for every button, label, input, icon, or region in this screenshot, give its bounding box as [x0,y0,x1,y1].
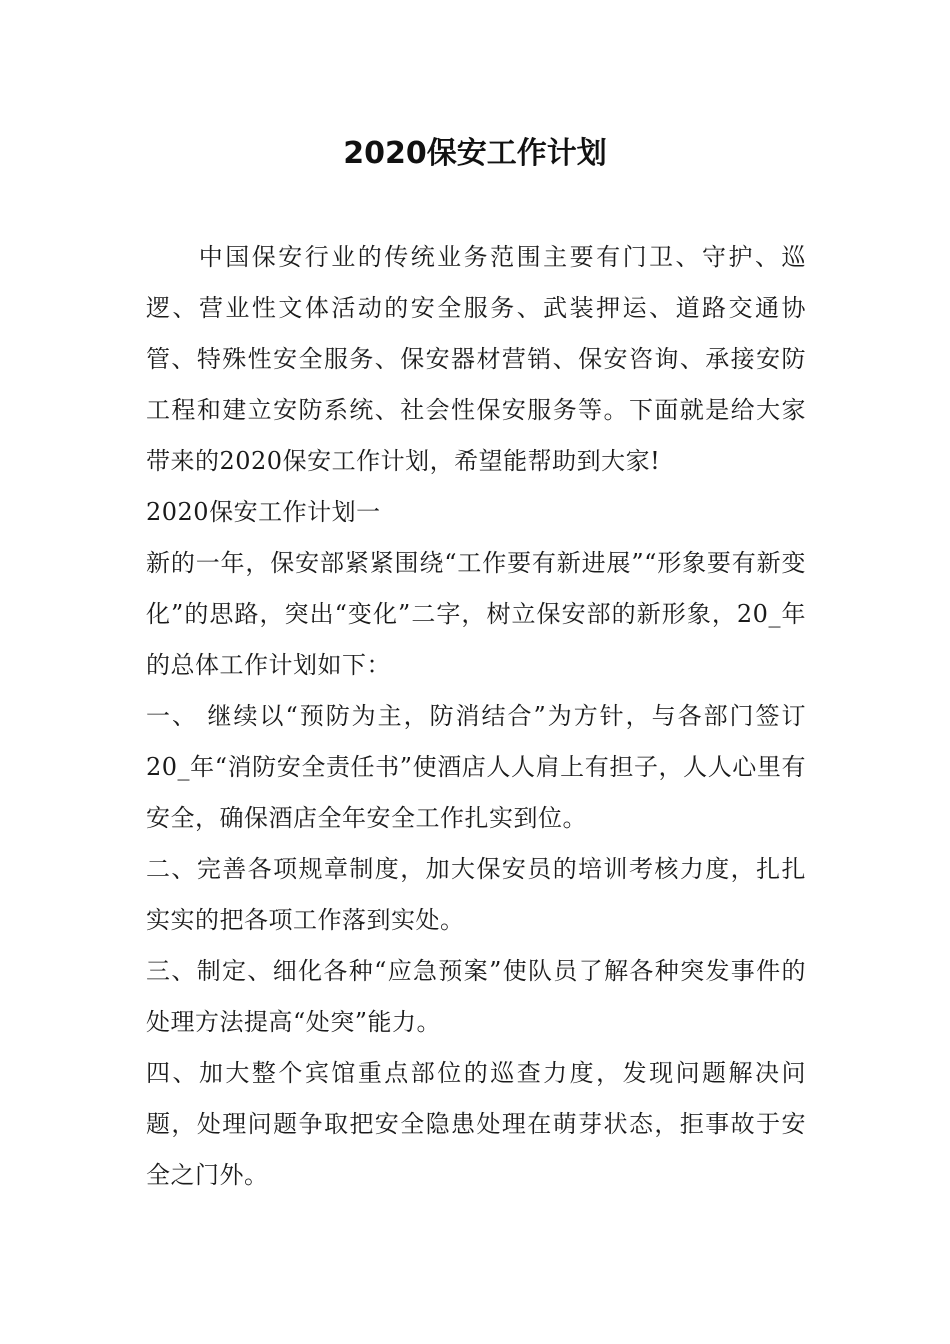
plan-item-3: 三、制定、细化各种“应急预案”使队员了解各种突发事件的处理方法提高“处突”能力。 [146,957,806,1036]
plan-item-4: 四、加大整个宾馆重点部位的巡查力度，发现问题解决问题，处理问题争取把安全隐患处理在萌芽状态，拒事故于安全之门外。 [146,1059,806,1189]
document-title: 2020保安工作计划 [343,136,607,171]
document-body [146,232,806,1201]
plan-item-1: 一、 继续以“预防为主，防消结合”为方针，与各部门签订20_年“消防安全责任书”使酒店人人肩上有担子，人人心里有安全，确保酒店全年安全工作扎实到位。 [146,702,806,832]
plan-item-2: 二、完善各项规章制度，加大保安员的培训考核力度，扎扎实实的把各项工作落到实处。 [146,855,806,934]
plan-overview-paragraph: 新的一年，保安部紧紧围绕“工作要有新进展”“形象要有新变化”的思路，突出“变化”二字，树立保安部的新形象，20_年的总体工作计划如下： [146,549,806,679]
intro-paragraph: 中国保安行业的传统业务范围主要有门卫、守护、巡逻、营业性文体活动的安全服务、武装押运、道路交通协管、特殊性安全服务、保安器材营销、保安咨询、承接安防工程和建立安防系统、社会性保安服务等。下面就是给大家带来的2020保安工作计划，希望能帮助到大家! [146,243,806,475]
section-heading: 2020保安工作计划一 [146,498,381,526]
